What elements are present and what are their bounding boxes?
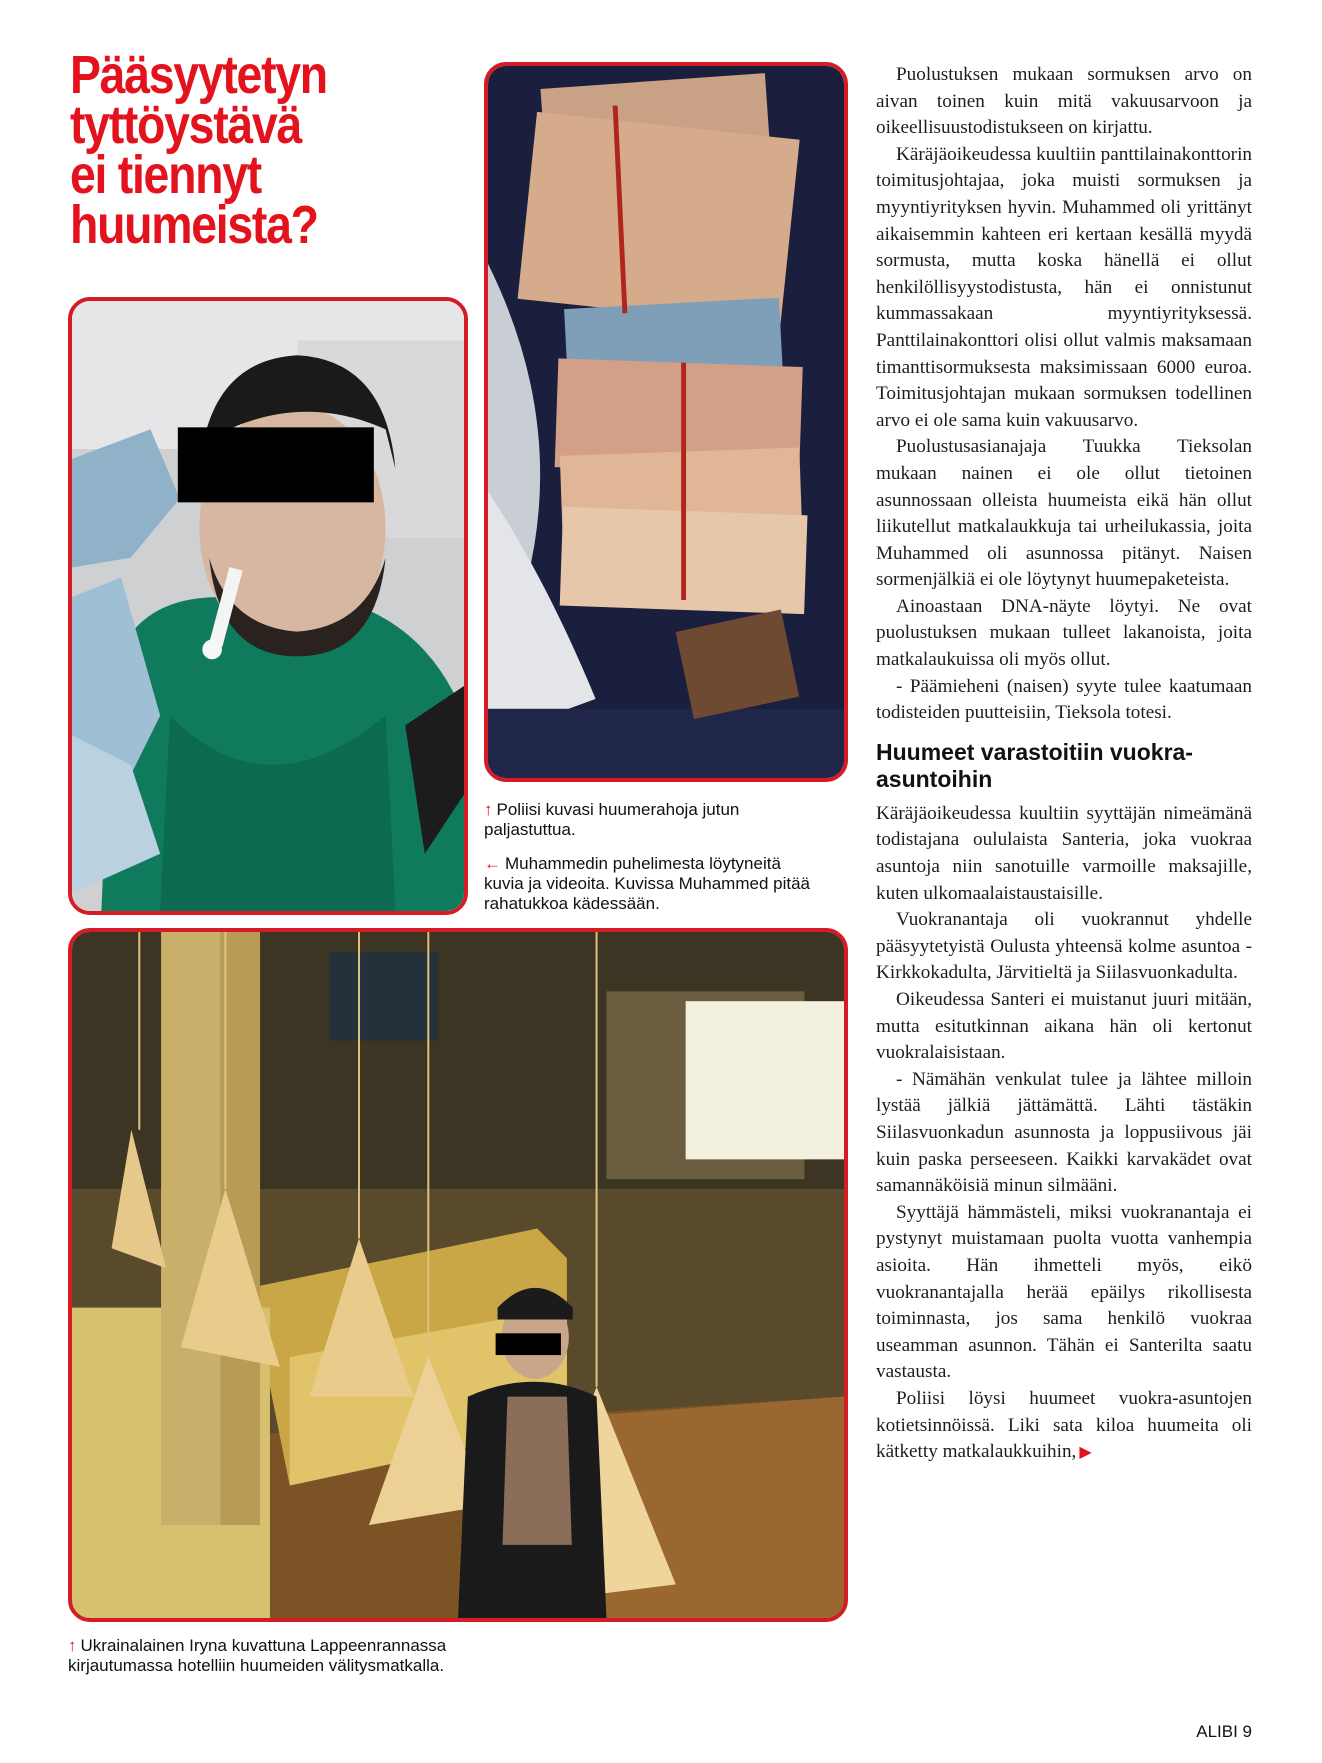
paragraph: Vuokranantaja oli vuokrannut yhdelle pääsyytetyistä Oulusta yhteensä kolme asuntoa - Kirkkokadulta, Järvitieltä ja Siilasvuonkadulta. [876,909,1252,984]
paragraph-last [876,1386,1252,1467]
caption-phone-text: Muhammedin puhelimesta löytyneitä kuvia ja videoita. Kuvissa Muhammed pitää rahatukkoa kädessään. [484,854,810,913]
page-folio: ALIBI 9 [1196,1722,1252,1741]
paragraph: Käräjäoikeudessa kuultiin panttilainakonttorin toimitusjohtajaa, joka muisti sormuksen ja myyntiyrityksen hyvin. Muhammed oli yrittänyt aikaisemmin kahteen eri kertaan kesällä myydä sormusta, mutta koska hänellä ei ollut henkilöllisyystodistusta, hän ei onnistunut kummassakaan myyntiyrityksessä. Panttilainakonttori olisi ollut valmis maksamaan timanttisormuksesta maksimissaan 6000 euroa. Toimitusjohtajan mukaan sormuksen todellinen arvo ei ole sama kuin vakuusarvo. [876,143,1252,431]
photo-hotel-lobby [68,928,848,1622]
paragraph-text: Poliisi löysi huumeet vuokra-asuntojen kotietsinnöissä. Liki sata kiloa huumeita oli kätketty matkalaukkuihin, [876,1387,1252,1463]
paragraph: Käräjäoikeudessa kuultiin syyttäjän nimeämänä todistajana oululaista Santeria, joka vuokraa asuntoja niin sanotuille varmoille maksajille, kuten ulkomaalaistaustaisille. [876,802,1252,904]
caption-money [484,800,784,840]
paragraph: - Päämieheni (naisen) syyte tulee kaatumaan todisteiden puutteisiin, Tieksola totesi. [876,675,1252,724]
photo-man-with-money [68,297,468,915]
caption-money-text: Poliisi kuvasi huumerahoja jutun paljastuttua. [484,800,740,839]
subheading: Huumeet varastoitiin vuokra-asuntoihin [876,738,1193,792]
arrow-left-icon: ← [484,854,501,873]
headline: Pääsyytetyn tyttöystävä ei tiennyt huumeista? [70,45,327,255]
paragraph: Puolustuksen mukaan sormuksen arvo on aivan toinen kuin mitä vakuusarvoon ja oikeellisuustodistukseen on kirjattu. [876,64,1252,139]
caption-phone [484,854,814,914]
article-body [876,62,1252,1467]
continue-triangle-icon: ▶ [1079,1444,1092,1462]
paragraph: Oikeudessa Santeri ei muistanut juuri mitään, mutta esitutkinnan aikana hän oli kertonut vuokralaisistaan. [876,989,1252,1064]
caption-hotel [68,1636,448,1676]
arrow-up-icon: ↑ [484,800,493,819]
paragraph: Ainoastaan DNA-näyte löytyi. Ne ovat puolustuksen mukaan tulleet lakanoista, joita matkalaukuissa oli myös ollut. [876,595,1252,671]
photo-money-stacks [484,62,848,782]
caption-hotel-text: Ukrainalainen Iryna kuvattuna Lappeenrannassa kirjautumassa hotelliin huumeiden välitysmatkalla. [68,1636,447,1675]
paragraph: Puolustusasianajaja Tuukka Tieksolan mukaan nainen ei ole ollut tietoinen asunnossaan olleista huumeista eikä hän ollut liikutellut matkalaukkuja tai urheilukassia, joita Muhammed oli asunnossa pitänyt. Naisen sormenjälkiä ei ole löytynyt huumepaketeista. [876,436,1252,591]
paragraph: Syyttäjä hämmästeli, miksi vuokranantaja ei pystynyt muistamaan puolta vuotta vanhempia asioita. Hän ihmetteli myös, eikö vuokranantajalla herää epäilys rikollisesta toiminnasta, jos sama henkilö vuokraa useamman asunnon. Tähän ei Santerilta saatu vastausta. [876,1201,1252,1383]
paragraph: - Nämähän venkulat tulee ja lähtee milloin lystää jälkiä jättämättä. Lähti tästäkin Siilasvuonkadun asunnosta ja loppusiivous jäi kuin paska perseeseen. Kaikki karvakädet ovat samannäköisiä minun silmääni. [876,1068,1252,1197]
arrow-up-icon: ↑ [68,1636,77,1655]
